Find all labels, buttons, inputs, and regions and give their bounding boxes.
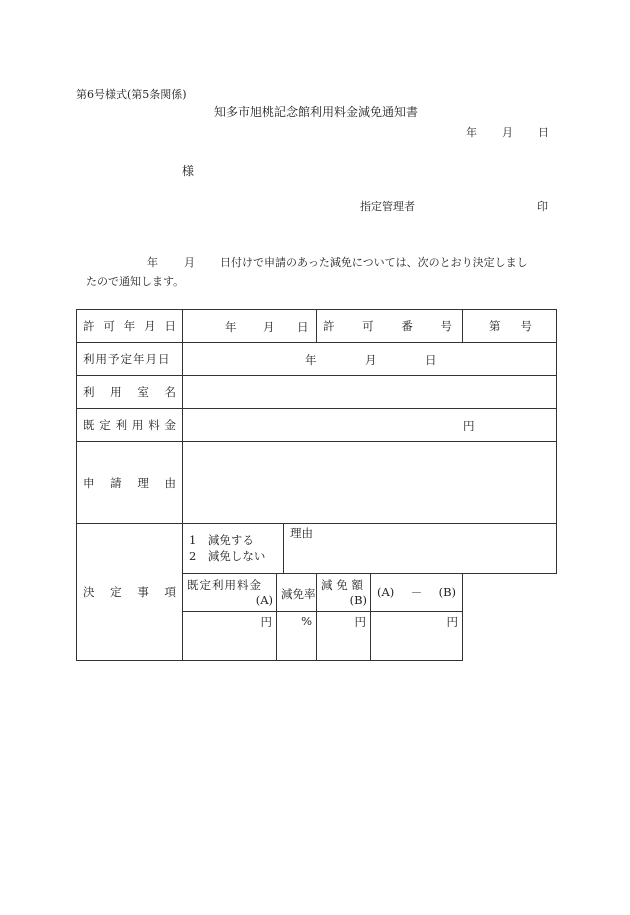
label-char: 年	[123, 319, 136, 333]
label-char: 可	[362, 319, 374, 333]
label-char: 理	[137, 475, 149, 490]
header-fee-tag: (A)	[255, 593, 273, 607]
label-char: 免	[336, 578, 348, 592]
label-application-reason	[77, 442, 183, 524]
label-text: 利用予定年月日	[83, 352, 171, 366]
intro-month: 月	[184, 256, 195, 269]
header-fee-text: 既定利用料金	[187, 578, 262, 592]
label-char: 室	[137, 385, 149, 399]
label-char: 番	[401, 319, 413, 333]
label-permit-number	[317, 310, 463, 343]
label-char: 減	[281, 587, 293, 601]
label-char: 額	[351, 578, 364, 592]
row-reason	[77, 442, 557, 524]
unit-percent: %	[301, 614, 313, 628]
value-difference[interactable]	[371, 612, 463, 661]
label-char: (A)	[377, 584, 395, 599]
fee-yen-unit: 円	[463, 419, 475, 433]
label-decision	[77, 524, 183, 661]
label-char: 事	[137, 585, 149, 599]
row-fee	[77, 409, 557, 442]
label-char: 許	[323, 319, 335, 333]
label-standard-fee	[77, 409, 183, 442]
label-char: 利	[83, 385, 95, 399]
intro-line-2: たので通知します。	[86, 275, 185, 288]
intro-year: 年	[147, 256, 158, 269]
label-permit-date	[77, 310, 183, 343]
label-char: 用	[131, 418, 144, 432]
label-char: 率	[304, 587, 316, 601]
permit-day-unit: 日	[297, 320, 309, 334]
header-standard-fee	[183, 574, 277, 612]
unit-yen: 円	[354, 615, 367, 629]
header-amount-tag: (B)	[349, 593, 368, 607]
issue-date-year: 年	[466, 126, 477, 139]
value-reduction-rate[interactable]	[277, 612, 317, 661]
label-char: 名	[164, 385, 176, 399]
row-permit	[77, 310, 557, 343]
issue-date-month: 月	[502, 126, 513, 139]
notice-table	[76, 309, 557, 661]
addressee-suffix: 様	[182, 164, 195, 178]
permit-year-unit: 年	[225, 320, 237, 334]
label-char: 定	[99, 418, 111, 432]
label-char: 決	[83, 585, 95, 599]
label-char: 日	[164, 319, 176, 333]
label-char: 利	[115, 418, 128, 432]
label-char: 申	[83, 475, 95, 490]
label-char: 可	[103, 319, 115, 333]
label-use-date	[77, 343, 183, 376]
row-decision-options	[77, 524, 557, 574]
label-char: 請	[110, 475, 122, 490]
permit-number-cell[interactable]	[463, 310, 557, 343]
row-use-date	[77, 343, 557, 376]
decision-options-cell[interactable]	[183, 524, 284, 574]
sender-label: 指定管理者	[360, 200, 415, 213]
intro-line-1: 日付けで申請のあった減免については、次のとおり決定しまし	[220, 256, 528, 269]
header-reduction-rate	[277, 574, 317, 612]
label-char: 定	[110, 585, 122, 599]
decision-reason-label: 理由	[290, 526, 313, 540]
use-month-unit: 月	[365, 353, 377, 367]
label-char: 項	[164, 585, 176, 599]
label-char: 用	[110, 385, 122, 399]
label-char: 金	[164, 418, 176, 432]
permit-number-suffix: 号	[520, 319, 533, 333]
value-standard-fee[interactable]	[183, 612, 277, 661]
label-char: 減	[321, 578, 333, 592]
permit-month-unit: 月	[263, 320, 275, 334]
decision-reason-cell[interactable]	[284, 524, 557, 574]
label-char: 許	[83, 319, 95, 333]
permit-date-cell[interactable]	[183, 310, 317, 343]
seal-mark: 印	[537, 200, 548, 213]
row-room	[77, 376, 557, 409]
permit-number-prefix: 第	[489, 319, 501, 333]
label-room-name	[77, 376, 183, 409]
use-date-cell[interactable]	[183, 343, 557, 376]
label-char: (B)	[438, 584, 457, 599]
label-char: 料	[148, 418, 160, 432]
header-difference	[371, 574, 463, 612]
value-reduction-amount[interactable]	[317, 612, 371, 661]
unit-yen: 円	[446, 615, 459, 629]
room-name-cell[interactable]	[183, 376, 557, 409]
label-char: 由	[164, 475, 176, 490]
label-char: 既	[83, 418, 95, 432]
unit-yen: 円	[260, 615, 272, 629]
option-deny[interactable]: 2 減免しない	[189, 549, 266, 563]
form-number: 第6号様式(第5条関係)	[76, 88, 187, 101]
label-char: 号	[440, 319, 452, 333]
use-year-unit: 年	[305, 353, 317, 367]
header-reduction-amount	[317, 574, 371, 612]
option-grant[interactable]: 1 減免する	[189, 533, 254, 547]
standard-fee-cell[interactable]	[183, 409, 557, 442]
label-char: －	[410, 585, 423, 600]
application-reason-cell[interactable]	[183, 442, 557, 524]
label-char: 免	[292, 587, 304, 601]
use-day-unit: 日	[425, 353, 437, 367]
document-title: 知多市旭桃記念館利用料金減免通知書	[214, 105, 419, 119]
issue-date-day: 日	[538, 126, 549, 139]
label-char: 月	[144, 319, 156, 333]
